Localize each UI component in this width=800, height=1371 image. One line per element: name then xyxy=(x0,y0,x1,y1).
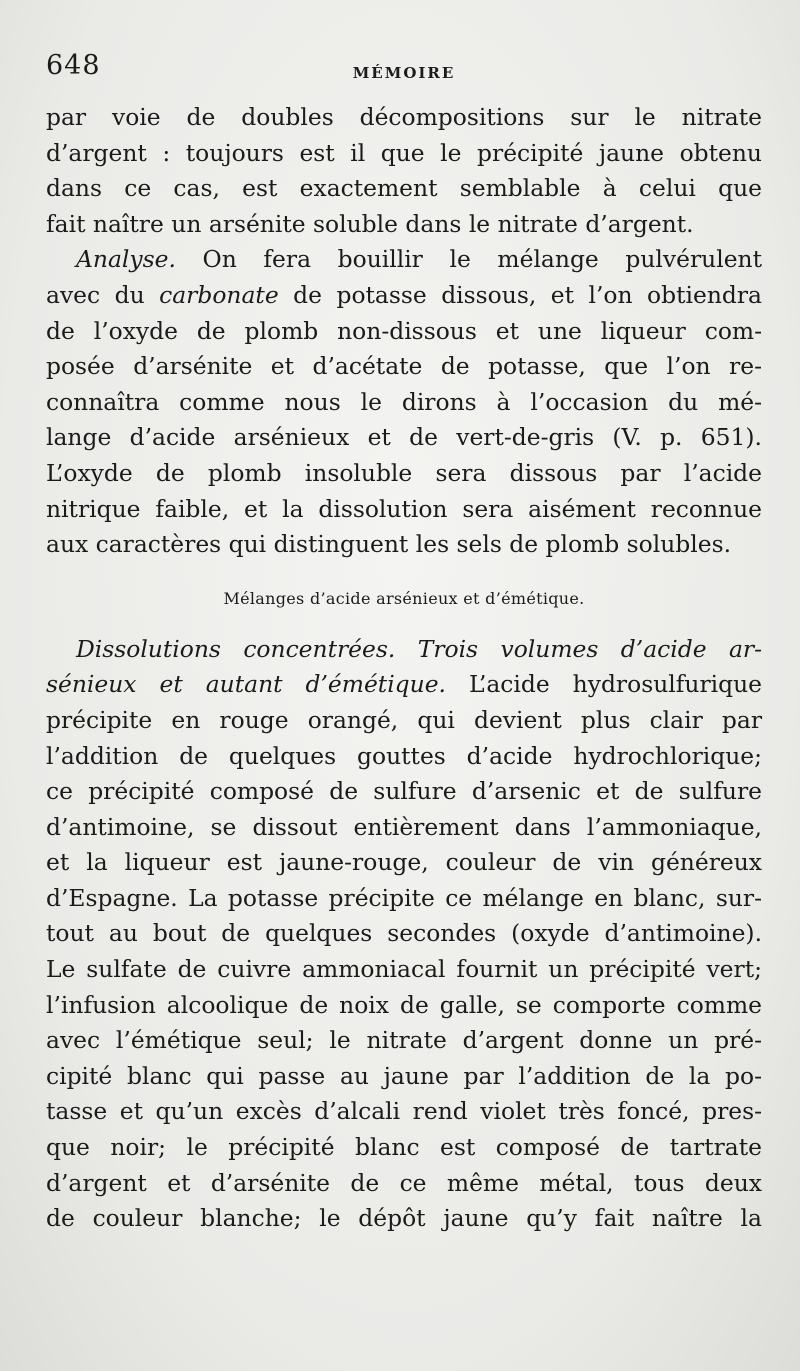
paragraph-melanges xyxy=(46,632,762,1237)
text-fragment: de potasse dissous, et l’on obtiendra xyxy=(278,280,762,309)
text-line: lange d’acide arsénieux et de vert-de-gris (V. p. 651). xyxy=(46,423,762,452)
analyse-lead: Analyse. xyxy=(76,245,176,274)
text-line: de couleur blanche; le dépôt jaune qu’y fait naître la xyxy=(46,1204,762,1233)
text-line: dans ce cas, est exactement semblable à celui que xyxy=(46,174,762,203)
text-line xyxy=(46,278,762,314)
section-heading: Mélanges d’acide arsénieux et d’émétique. xyxy=(223,588,585,608)
emphasis-fragment: sénieux et autant d’émétique. xyxy=(46,670,446,699)
text-line: tout au bout de quelques secondes (oxyde d’antimoine). xyxy=(46,919,762,948)
page-header xyxy=(46,50,762,100)
text-fragment: avec du xyxy=(46,280,160,309)
text-line: Dissolutions concentrées. Trois volumes d’acide ar- xyxy=(76,634,762,663)
text-line: l’addition de quelques gouttes d’acide hydrochlorique; xyxy=(46,741,762,770)
text-line: aux caractères qui distinguent les sels de plomb solubles. xyxy=(46,530,732,559)
text-line: avec l’émétique seul; le nitrate d’argent donne un pré- xyxy=(46,1026,762,1055)
text-line: précipite en rouge orangé, qui devient plus clair par xyxy=(46,705,762,734)
text-fragment: On fera bouillir le mélange pulvérulent xyxy=(175,245,762,274)
text-line: ce précipité composé de sulfure d’arsenic et de sulfure xyxy=(46,777,762,806)
emphasis-carbonate: carbonate xyxy=(159,280,279,309)
text-line: d’antimoine, se dissout entièrement dans l’ammoniaque, xyxy=(46,812,762,841)
page-number: 648 xyxy=(46,50,101,81)
running-title: MÉMOIRE xyxy=(352,64,456,82)
text-line: L’oxyde de plomb insoluble sera dissous par l’acide xyxy=(46,458,762,487)
text-line: d’argent et d’arsénite de ce même métal, tous deux xyxy=(46,1168,762,1197)
text-line: Le sulfate de cuivre ammoniacal fournit un précipité vert; xyxy=(46,955,762,984)
text-line: tasse et qu’un excès d’alcali rend violet très foncé, pres- xyxy=(46,1097,762,1126)
text-line: par voie de doubles décompositions sur le nitrate xyxy=(46,103,762,131)
text-line: fait naître un arsénite soluble dans le nitrate d’argent. xyxy=(46,209,694,238)
text-line xyxy=(46,242,762,278)
text-line: de l’oxyde de plomb non-dissous et une liqueur com- xyxy=(46,316,762,345)
text-line: d’Espagne. La potasse précipite ce mélange en blanc, sur- xyxy=(46,883,762,912)
text-line: cipité blanc qui passe au jaune par l’addition de la po- xyxy=(46,1061,762,1090)
text-line: d’argent : toujours est il que le précipité jaune obtenu xyxy=(46,138,762,167)
text-line: l’infusion alcoolique de noix de galle, se comporte comme xyxy=(46,990,762,1019)
text-line: que noir; le précipité blanc est composé de tartrate xyxy=(46,1133,762,1162)
paragraph-continuation xyxy=(46,100,762,242)
text-line: nitrique faible, et la dissolution sera aisément reconnue xyxy=(46,494,762,523)
text-line: posée d’arsénite et d’acétate de potasse, que l’on re- xyxy=(46,352,762,381)
paragraph-analyse xyxy=(46,242,762,562)
text-line: et la liqueur est jaune-rouge, couleur de vin généreux xyxy=(46,848,762,877)
text-line xyxy=(46,667,762,703)
text-fragment: L’acide hydrosulfurique xyxy=(446,670,763,699)
text-line: connaîtra comme nous le dirons à l’occasion du mé- xyxy=(46,387,762,416)
